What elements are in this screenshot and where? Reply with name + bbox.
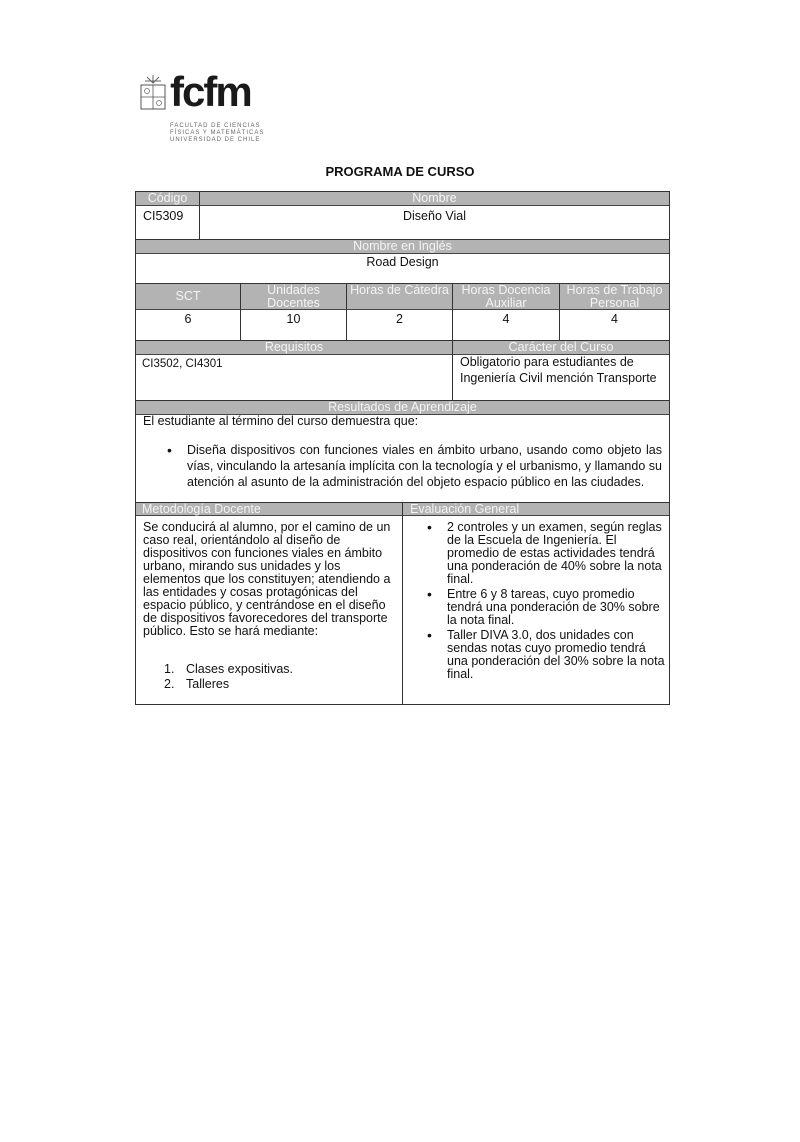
resultados-list bbox=[187, 442, 662, 490]
university-emblem-icon bbox=[139, 75, 167, 111]
metodologia-list bbox=[164, 663, 293, 691]
header-nombre: Nombre bbox=[200, 192, 669, 206]
evaluacion-list bbox=[447, 521, 665, 681]
value-sct: 6 bbox=[184, 312, 192, 326]
course-character: Obligatorio para estudiantes de Ingeniería Civil mención Transporte bbox=[460, 355, 657, 385]
header-unidades-docentes: Unidades Docentes bbox=[241, 284, 346, 310]
header-sct: SCT bbox=[136, 284, 240, 310]
course-code: CI5309 bbox=[143, 209, 184, 223]
value-horas-catedra: 2 bbox=[396, 312, 403, 326]
header-horas-personal: Horas de Trabajo Personal bbox=[560, 284, 669, 310]
value-unidades-docentes: 10 bbox=[286, 312, 301, 326]
faculty-logo-text: fcfm bbox=[170, 68, 251, 115]
faculty-logo-subtitle: FACULTAD DE CIENCIAS FÍSICAS Y MATEMÁTICAS UNIVERSIDAD DE CHILE bbox=[170, 123, 265, 143]
header-horas-auxiliar: Horas Docencia Auxiliar bbox=[453, 284, 559, 310]
header-requisitos: Requisitos bbox=[136, 341, 452, 355]
list-item: • Diseña dispositivos con funciones viales en ámbito urbano, usando como objeto las vías, vinculando la artesanía implícita con la tecnología y el urbanismo, y llamando su atención al asunto de la administración del objeto espacio público en las ciudades. bbox=[187, 442, 662, 490]
value-horas-auxiliar: 4 bbox=[502, 312, 510, 326]
metodologia-text: Se conducirá al alumno, por el camino de un caso real, orientándolo al diseño de dispositivos con funciones viales en ámbito urbano, mirando sus unidades y los elementos que los constituyen; atendiendo a las entidades y cosas protagónicas del espacio público, y centrándose en el diseño de dispositivos favorecedores del transporte público. Esto se hará mediante: bbox=[143, 520, 391, 638]
header-codigo: Código bbox=[136, 192, 199, 206]
list-item: • 2 controles y un examen, según reglas de la Escuela de Ingeniería. El promedio de estas actividades tendrá una ponderación de 40% sobre la nota final. bbox=[447, 521, 665, 586]
header-resultados: Resultados de Aprendizaje bbox=[136, 401, 669, 415]
course-requisites: CI3502, CI4301 bbox=[142, 358, 223, 370]
list-item: • Taller DIVA 3.0, dos unidades con sendas notas cuyo promedio tendrá una ponderación del 30% sobre la nota final. bbox=[447, 629, 665, 681]
header-evaluacion: Evaluación General bbox=[403, 503, 669, 516]
list-item: 2. Talleres bbox=[164, 677, 230, 691]
value-horas-personal: 4 bbox=[611, 312, 618, 326]
header-metodologia: Metodología Docente bbox=[136, 503, 402, 516]
list-item: • Entre 6 y 8 tareas, cuyo promedio tendrá una ponderación de 30% sobre la nota final. bbox=[447, 588, 665, 627]
course-name: Diseño Vial bbox=[402, 209, 466, 223]
header-nombre-ingles: Nombre en Inglés bbox=[136, 240, 669, 254]
list-item: 1. Clases expositivas. bbox=[164, 662, 293, 676]
course-name-english: Road Design bbox=[366, 255, 439, 269]
resultados-intro: El estudiante al término del curso demuestra que: bbox=[143, 414, 419, 428]
header-caracter: Carácter del Curso bbox=[453, 341, 669, 355]
header-horas-catedra: Horas de Cátedra bbox=[347, 284, 452, 310]
document-title: PROGRAMA DE CURSO bbox=[325, 164, 475, 179]
